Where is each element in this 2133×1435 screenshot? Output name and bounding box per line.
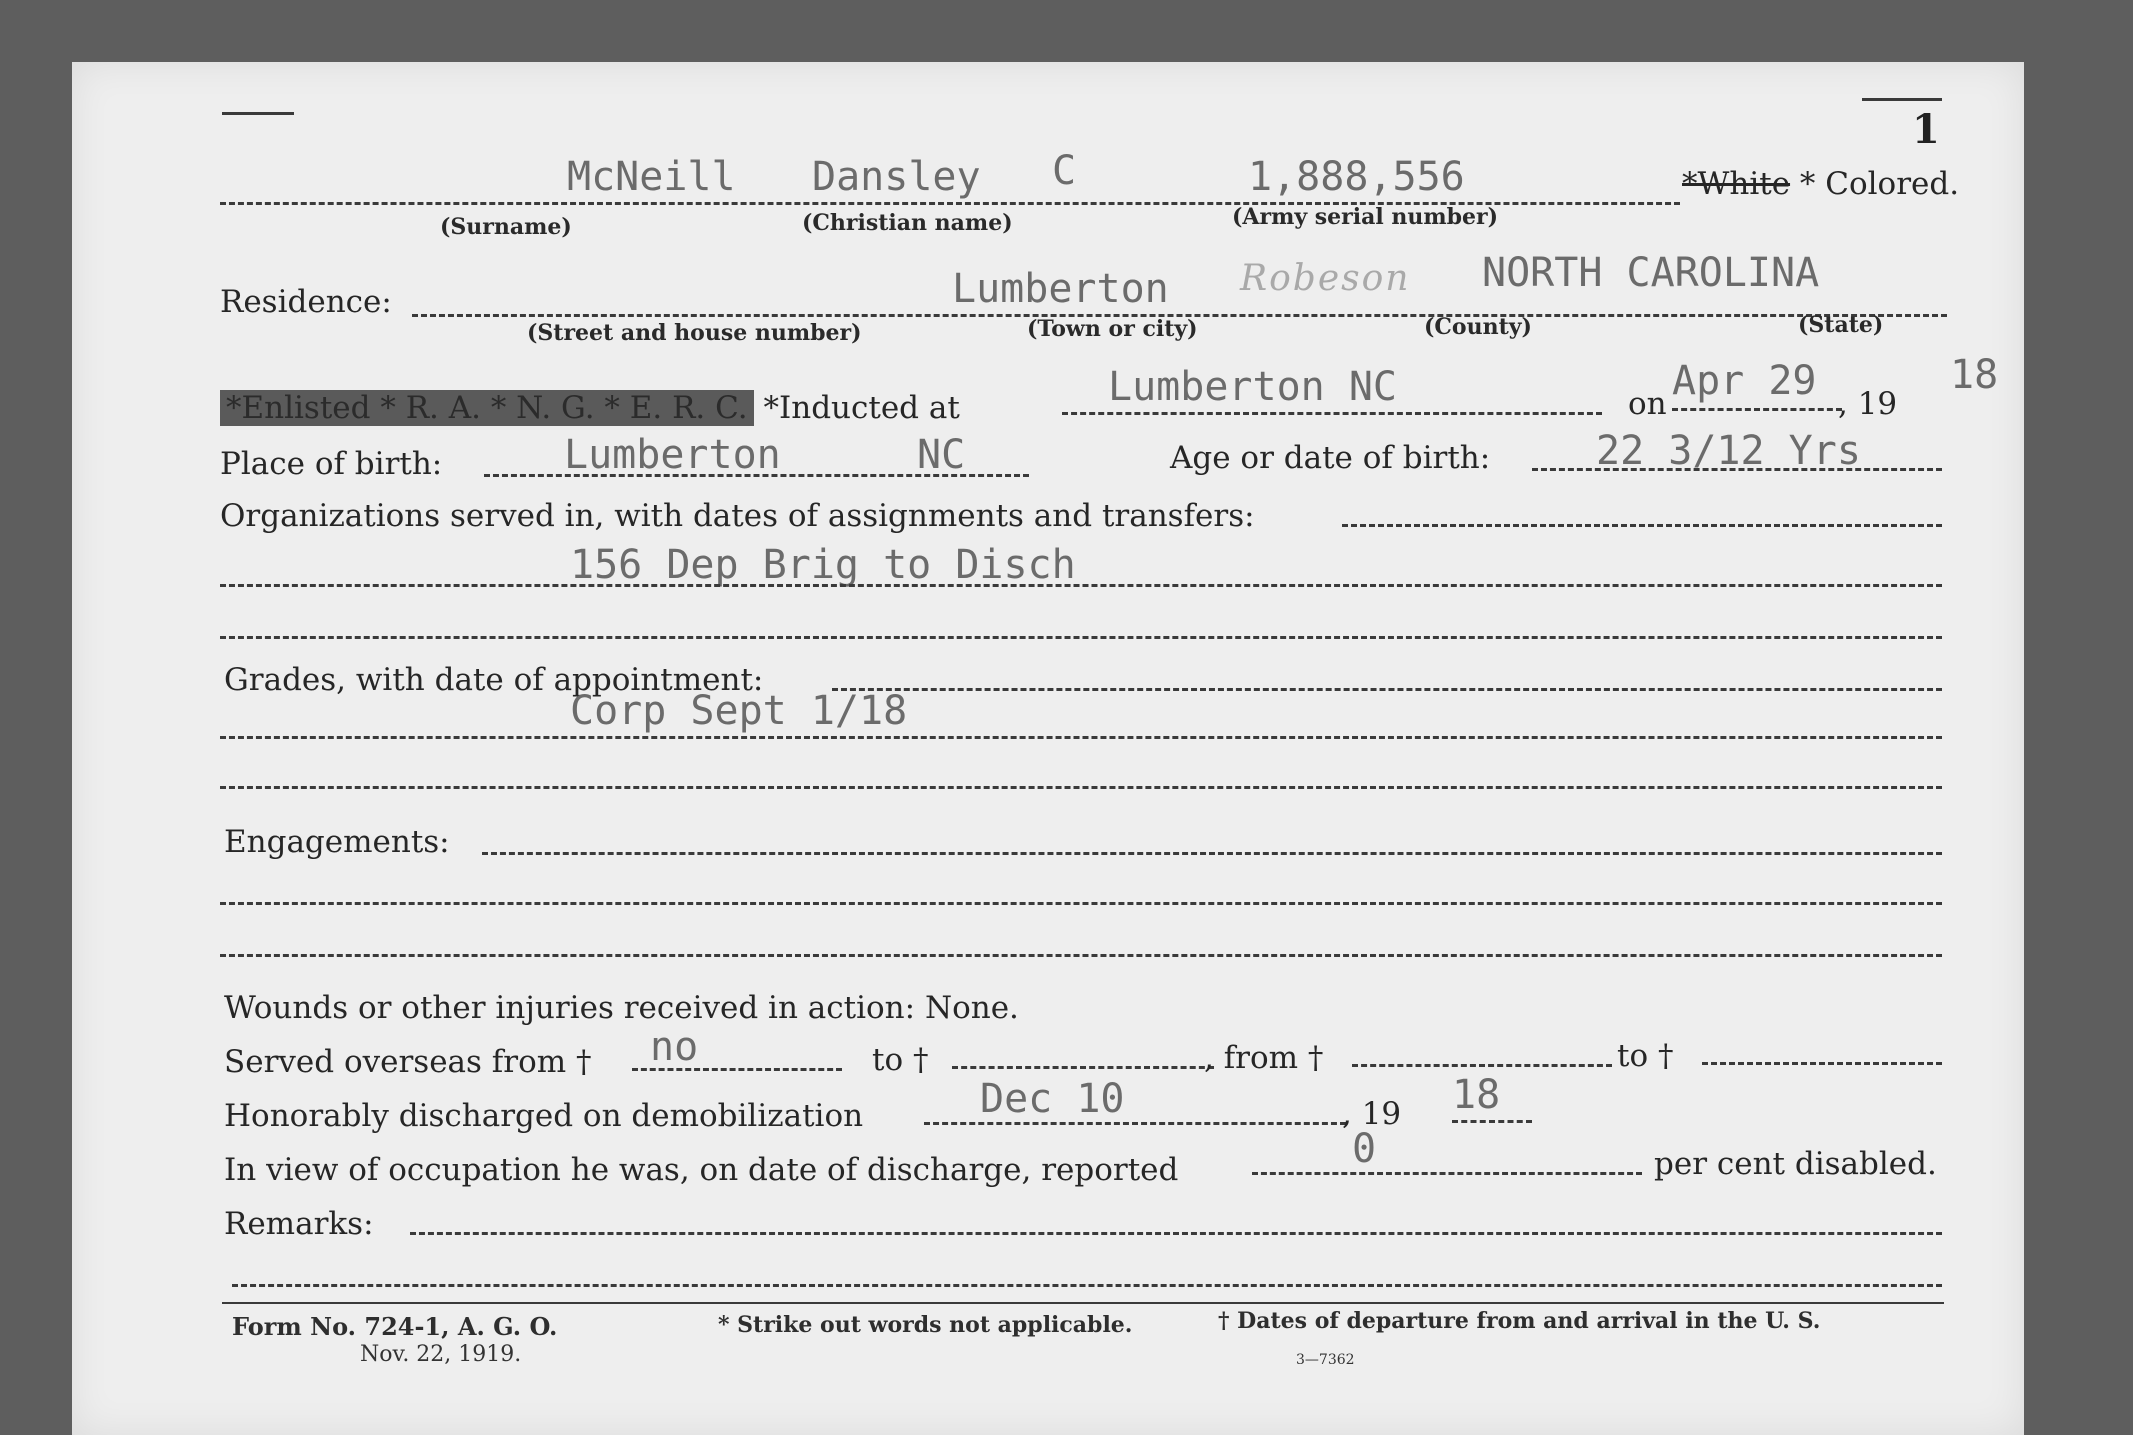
overseas-label: Served overseas from † [224,1044,592,1080]
christian-name-value: Dansley [812,154,981,200]
induction-year-value: 18 [1950,352,1999,398]
disability-suffix: per cent disabled. [1654,1146,1937,1182]
race-options [1682,166,1959,202]
induction-date-value: Apr 29 [1672,358,1817,404]
enlisted-options-redacted: *Enlisted * R. A. * N. G. * E. R. C. [220,390,754,426]
age-line [1532,468,1942,471]
top-right-rule [1862,98,1942,101]
residence-town-value: Lumberton [952,266,1169,312]
form-date: Nov. 22, 1919. [360,1342,522,1367]
induction-date-line [1672,408,1842,411]
serial-number-caption: (Army serial number) [1232,204,1499,230]
engagements-line-2 [220,902,1942,905]
engagements-line-3 [220,954,1942,957]
organizations-line-2 [220,584,1942,587]
residence-state-value: NORTH CAROLINA [1482,250,1820,296]
discharge-date-line [924,1122,1346,1125]
overseas-to-label: to † [872,1042,929,1078]
grades-line-1 [832,688,1942,691]
induction-year-prefix: , 19 [1838,386,1898,422]
organizations-line-3 [220,636,1942,639]
race-colored-option: * Colored. [1799,166,1960,202]
wounds-value: None. [924,990,1019,1026]
birth-state-value: NC [917,432,966,478]
record-card [72,62,2024,1435]
form-number: Form No. 724-1, A. G. O. [232,1312,558,1341]
remarks-label: Remarks: [224,1206,374,1242]
remarks-line-2 [232,1284,1942,1287]
remarks-line-1 [410,1232,1942,1235]
street-caption: (Street and house number) [527,320,862,346]
inducted-label: *Inducted at [763,390,960,426]
inducted-line [1062,412,1602,415]
christian-name-caption: (Christian name) [802,210,1013,236]
overseas-from-line [632,1068,842,1071]
overseas-from2-label: , from † [1204,1040,1324,1076]
discharge-date-value: Dec 10 [980,1076,1125,1122]
overseas-from-value: no [650,1024,699,1070]
enlistment-row [220,390,960,426]
footer-rule [222,1302,1944,1304]
surname-caption: (Surname) [440,214,572,240]
wounds-label: Wounds or other injuries received in action: [224,990,916,1026]
residence-county-value: Robeson [1240,258,1411,299]
wounds-row [224,990,1019,1026]
organizations-label: Organizations served in, with dates of assignments and transfers: [220,498,1255,534]
overseas-to2-line [1702,1062,1942,1065]
overseas-to2-label: to † [1617,1038,1674,1074]
organizations-line-1 [1342,524,1942,527]
strike-out-note: * Strike out words not applicable. [718,1312,1133,1338]
disability-value: 0 [1352,1126,1377,1172]
grades-line-3 [220,786,1942,789]
disability-line [1252,1172,1642,1175]
printer-mark: 3—7362 [1296,1352,1355,1368]
organizations-entry: 156 Dep Brig to Disch [570,542,1076,588]
state-caption: (State) [1798,312,1884,338]
engagements-label: Engagements: [224,824,450,860]
top-left-rule [222,112,294,115]
overseas-to-line [952,1066,1214,1069]
surname-value: McNeill [567,154,736,200]
dates-note: † Dates of departure from and arrival in the U. S. [1218,1308,1821,1334]
age-label: Age or date of birth: [1170,440,1491,476]
discharge-label: Honorably discharged on demobilization [224,1098,864,1134]
town-caption: (Town or city) [1027,316,1198,342]
residence-label: Residence: [220,284,392,320]
grades-entry: Corp Sept 1/18 [570,688,908,734]
race-white-option: *White [1682,166,1791,202]
discharge-year-line [1452,1120,1532,1123]
county-caption: (County) [1424,314,1532,340]
overseas-from2-line [1352,1064,1612,1067]
birth-town-value: Lumberton [564,432,781,478]
discharge-year-value: 18 [1452,1072,1501,1118]
grades-line-2 [220,736,1942,739]
card-number: 1 [1912,106,1940,153]
discharge-year-prefix: , 19 [1342,1096,1402,1132]
middle-initial-value: C [1052,148,1077,194]
birth-place-line [484,474,1029,477]
induction-on-label: on [1628,386,1667,422]
disability-label: In view of occupation he was, on date of discharge, reported [224,1152,1179,1188]
engagements-line-1 [482,852,1942,855]
inducted-place-value: Lumberton NC [1108,364,1397,410]
place-of-birth-label: Place of birth: [220,446,443,482]
age-value: 22 3/12 Yrs [1596,428,1861,474]
grades-label: Grades, with date of appointment: [224,662,764,698]
serial-number-value: 1,888,556 [1248,154,1465,200]
